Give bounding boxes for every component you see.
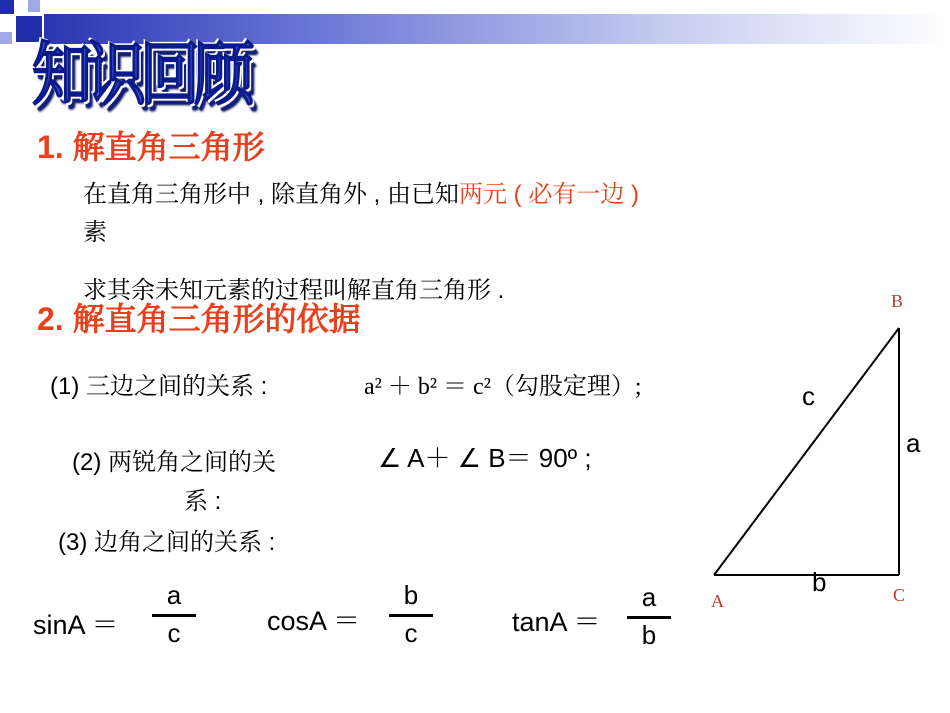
side-a-label: a	[906, 428, 921, 458]
side-c-label: c	[802, 381, 815, 411]
hypotenuse-line	[714, 328, 899, 575]
page-title: 知识回顾	[32, 34, 248, 116]
header-square-3	[0, 32, 12, 44]
cos-denominator: c	[404, 618, 418, 648]
sin-fraction-bar	[152, 614, 196, 617]
section1-heading: 1. 解直角三角形	[37, 129, 265, 165]
relation1-label: (1) 三边之间的关系 :	[50, 373, 268, 400]
vertex-c-label: C	[893, 585, 906, 605]
cos-fraction-bar	[389, 614, 433, 617]
vertex-a-label: A	[711, 591, 724, 611]
sin-numerator: a	[166, 580, 182, 610]
relation2-label-line2: 系 :	[184, 488, 222, 515]
section1-line1	[83, 174, 639, 209]
section1-line2: 求其余未知元素的过程叫解直角三角形 .	[83, 277, 505, 304]
section1-line1-wrap: 素	[83, 219, 107, 246]
sin-denominator: c	[167, 618, 181, 648]
relation2-formula: ∠ A＋ ∠ B＝ 90º ;	[378, 443, 592, 473]
tan-denominator: b	[641, 620, 657, 650]
section1-line1-highlight: 两元 ( 必有一边 )	[459, 181, 640, 208]
cos-label: cosA ＝	[267, 606, 361, 636]
relation1-formula: a² ＋ b² ＝ c²（勾股定理）;	[364, 374, 642, 400]
relation3-label: (3) 边角之间的关系 :	[58, 529, 276, 556]
tan-fraction-bar	[627, 616, 671, 619]
section1-line1-pre: 在直角三角形中 , 除直角外 , 由已知	[83, 181, 460, 208]
header-square-4	[28, 0, 40, 12]
vertex-b-label: B	[891, 291, 904, 311]
tan-numerator: a	[641, 582, 657, 612]
section2-heading: 2. 解直角三角形的依据	[37, 301, 361, 337]
sin-label: sinA ＝	[33, 610, 119, 640]
right-triangle-diagram	[700, 310, 930, 600]
relation2-label-line1: (2) 两锐角之间的关	[72, 449, 276, 476]
tan-label: tanA ＝	[512, 607, 601, 637]
header-square-1	[0, 0, 14, 14]
side-b-label: b	[812, 567, 827, 597]
cos-numerator: b	[403, 580, 419, 610]
